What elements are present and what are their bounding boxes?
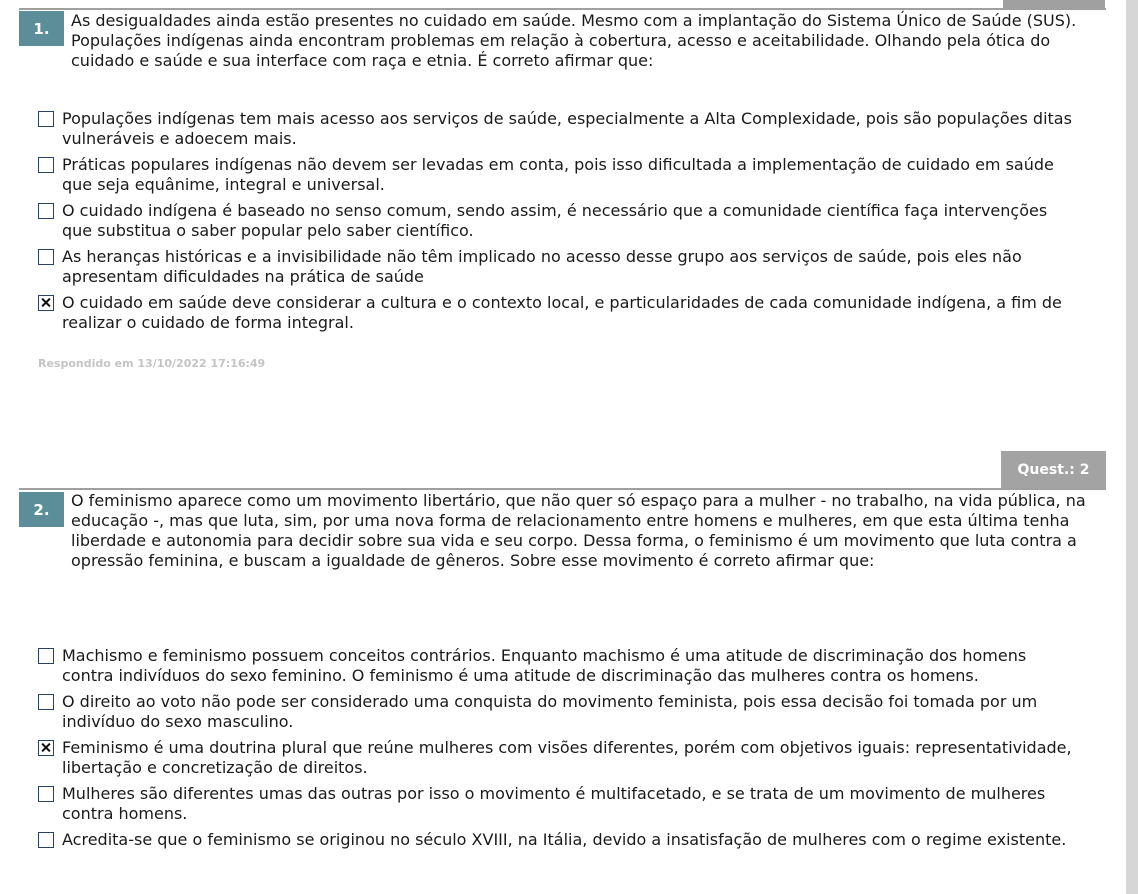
checkbox[interactable] <box>38 111 54 127</box>
answered-timestamp: Respondido em 13/10/2022 17:16:49 <box>38 357 266 370</box>
checkbox[interactable] <box>38 648 54 664</box>
vertical-scrollbar[interactable] <box>1126 0 1138 894</box>
q1-option-1[interactable] <box>38 109 1098 149</box>
option-label: Feminismo é uma doutrina plural que reúne mulheres com visões diferentes, porém com objetivos iguais: representatividade, libertação e concretização de direitos. <box>62 738 1072 777</box>
q1-option-3[interactable] <box>38 201 1098 241</box>
checkbox[interactable] <box>38 157 54 173</box>
q2-option-4[interactable] <box>38 784 1098 824</box>
checkbox[interactable] <box>38 786 54 802</box>
checkbox[interactable] <box>38 203 54 219</box>
q1-option-5[interactable] <box>38 293 1098 333</box>
question-1-tab <box>1003 0 1105 8</box>
question-1-number: 1. <box>19 11 64 46</box>
question-1-text: As desigualdades ainda estão presentes no cuidado em saúde. Mesmo com a implantação do Sistema Único de Saúde (SUS). Populações indígenas ainda encontram problemas em relação à cobertura, acesso e aceitabilidade. Olhando pela ótica do cuidado e saúde e sua interface com raça e etnia. É correto afirmar que: <box>71 11 1077 70</box>
checkbox[interactable] <box>38 832 54 848</box>
question-1-divider <box>19 8 1106 10</box>
q1-option-4[interactable] <box>38 247 1098 287</box>
q2-option-5[interactable] <box>38 830 1098 850</box>
q1-option-2[interactable] <box>38 155 1098 195</box>
option-label: O cuidado indígena é baseado no senso comum, sendo assim, é necessário que a comunidade científica faça intervenções que substitua o saber popular pelo saber científico. <box>62 201 1048 240</box>
option-label: As heranças históricas e a invisibilidade não têm implicado no acesso desse grupo aos serviços de saúde, pois eles não apresentam dificuldades na prática de saúde <box>62 247 1022 286</box>
option-label: Mulheres são diferentes umas das outras por isso o movimento é multifacetado, e se trata de um movimento de mulheres contra homens. <box>62 784 1046 823</box>
option-label: Populações indígenas tem mais acesso aos serviços de saúde, especialmente a Alta Complexidade, pois são populações ditas vulneráveis e adoecem mais. <box>62 109 1072 148</box>
option-label: Acredita-se que o feminismo se originou no século XVIII, na Itália, devido a insatisfação de mulheres com o regime existente. <box>62 830 1067 849</box>
q2-option-3[interactable] <box>38 738 1098 778</box>
question-2-divider <box>19 488 1106 490</box>
option-label: Machismo e feminismo possuem conceitos contrários. Enquanto machismo é uma atitude de discriminação dos homens contra indivíduos do sexo feminino. O feminismo é uma atitude de discriminação das mulheres contra os homens. <box>62 646 1027 685</box>
question-2-number: 2. <box>19 492 64 527</box>
option-label: O direito ao voto não pode ser considerado uma conquista do movimento feminista, pois essa decisão foi tomada por um indivíduo do sexo masculino. <box>62 692 1038 731</box>
option-label: O cuidado em saúde deve considerar a cultura e o contexto local, e particularidades de cada comunidade indígena, a fim de realizar o cuidado de forma integral. <box>62 293 1062 332</box>
question-2-text: O feminismo aparece como um movimento libertário, que não quer só espaço para a mulher - no trabalho, na vida pública, na educação -, mas que luta, sim, por uma nova forma de relacionamento entre homens e mulheres, em que esta última tenha liberdade e autonomia para decidir sobre sua vida e seu corpo. Dessa forma, o feminismo é um movimento que luta contra a opressão feminina, e buscam a igualdade de gêneros. Sobre esse movimento é correto afirmar que: <box>71 491 1086 570</box>
checkbox[interactable] <box>38 249 54 265</box>
question-2-tab: Quest.: 2 <box>1001 451 1106 489</box>
q2-option-1[interactable] <box>38 646 1098 686</box>
checkbox[interactable] <box>38 694 54 710</box>
checkbox-checked[interactable] <box>38 740 54 756</box>
q2-option-2[interactable] <box>38 692 1098 732</box>
option-label: Práticas populares indígenas não devem ser levadas em conta, pois isso dificultada a implementação de cuidado em saúde que seja equânime, integral e universal. <box>62 155 1054 194</box>
checkbox-checked[interactable] <box>38 295 54 311</box>
